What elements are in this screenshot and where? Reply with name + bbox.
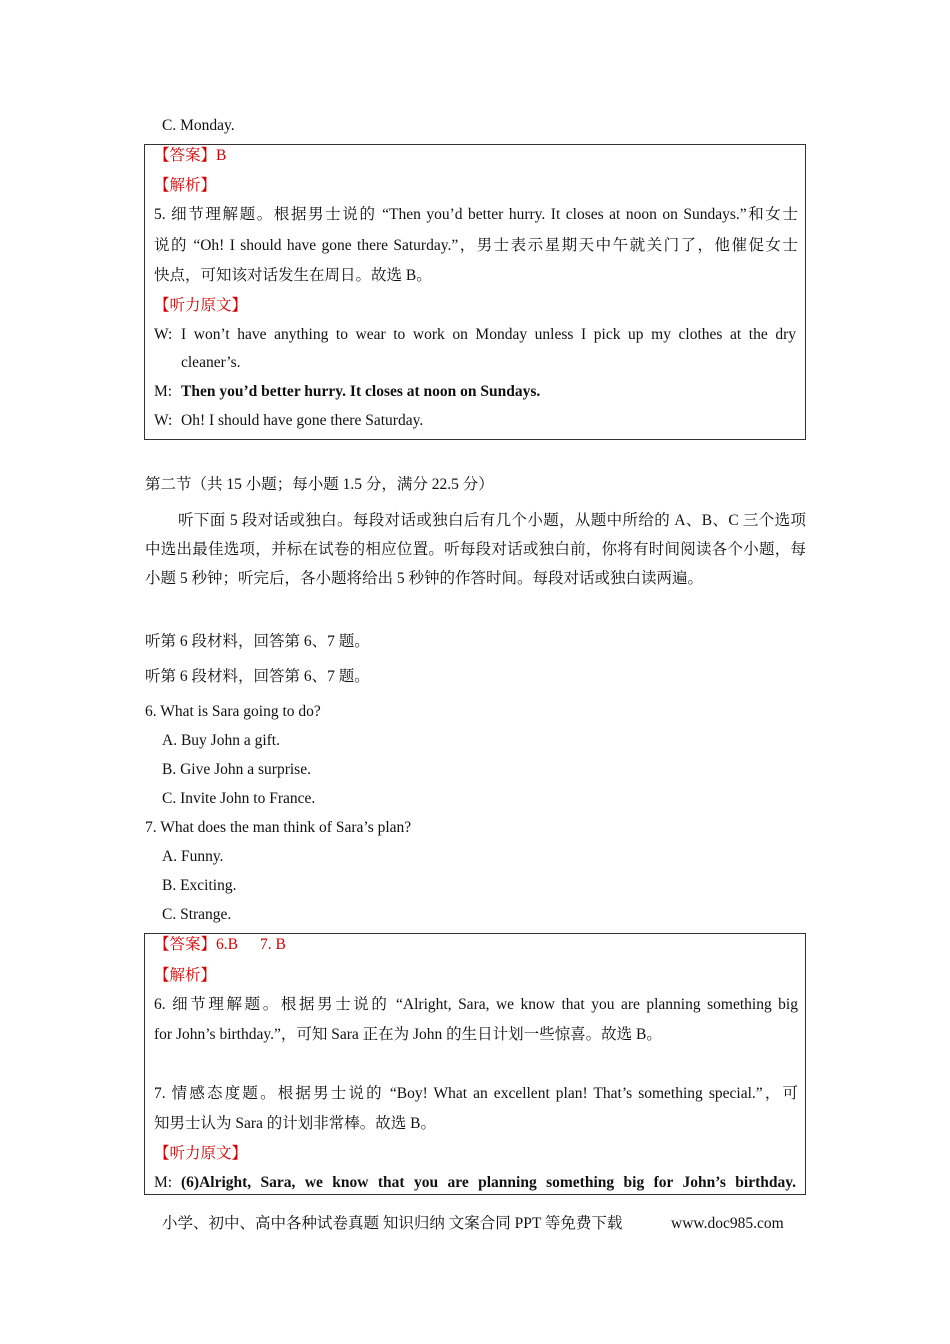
analysis-6-line-2: for John’s birthday.”，可知 Sara 正在为 John 的生日计划一些惊喜。故选 B。: [154, 1026, 662, 1043]
transcript-line-2: [154, 381, 540, 403]
section-title: 第二节（共 15 小题；每小题 1.5 分，满分 22.5 分）: [145, 476, 494, 493]
section-instructions: 听下面 5 段对话或独白。每段对话或独白后有几个小题，从题中所给的 A、B、C 三个选项中选出最佳选项，并标在试卷的相应位置。听每段对话或独白前，你将有时间阅读各个小题，每小题 5 秒钟；听完后，各小题将给出 5 秒钟的作答时间。每段对话或独白读两遍。: [145, 512, 806, 587]
speaker-label: W:: [154, 326, 173, 343]
q6-option-c: C. Invite John to France.: [162, 790, 316, 807]
material-intro-1: 听第 6 段材料，回答第 6、7 题。: [145, 633, 370, 650]
analysis-text-line-2: 说的 “Oh! I should have gone there Saturday.”，男士表示星期天中午就关门了，他催促女士: [154, 237, 798, 254]
q6-option-a: A. Buy John a gift.: [162, 732, 280, 749]
analysis-6-line-1: 6. 细节理解题。根据男士说的 “Alright, Sara, we know that you are planning something big: [154, 996, 798, 1013]
answer-label: 【答案】: [154, 147, 217, 164]
analysis-text-line-1: 5. 细节理解题。根据男士说的 “Then you’d better hurry. It closes at noon on Sundays.”和女士: [154, 206, 798, 223]
transcript-text-key: Then you’d better hurry. It closes at noon on Sundays.: [181, 383, 541, 400]
transcript-label: 【听力原文】: [154, 297, 248, 314]
answer-box-q6-q7: [144, 933, 806, 1195]
transcript-line-3: [154, 410, 423, 432]
analysis-7-line-2: 知男士认为 Sara 的计划非常棒。故选 B。: [154, 1115, 437, 1132]
footer-url[interactable]: www.doc985.com: [671, 1215, 784, 1232]
analysis-7-line-1: 7. 情感态度题。根据男士说的 “Boy! What an excellent plan! That’s something special.”，可: [154, 1085, 798, 1102]
analysis-text-line-3: 快点，可知该对话发生在周日。故选 B。: [154, 267, 432, 284]
transcript-line-1: [154, 1172, 798, 1194]
q5-option-c: C. Monday.: [162, 117, 235, 134]
answer-box-q5: [144, 144, 806, 440]
q7-option-a: A. Funny.: [162, 848, 224, 865]
transcript-label: 【听力原文】: [154, 1145, 248, 1162]
material-intro-2: 听第 6 段材料，回答第 6、7 题。: [145, 668, 370, 685]
transcript-text-key: (6)Alright, Sara, we know that you are planning something big for John’s birthday.: [181, 1174, 796, 1191]
q7-option-b: B. Exciting.: [162, 877, 237, 894]
speaker-label: M:: [154, 383, 173, 400]
question-6: 6. What is Sara going to do?: [145, 703, 321, 720]
transcript-text: Oh! I should have gone there Saturday.: [181, 412, 424, 429]
answer-6: 6.B: [216, 936, 238, 953]
analysis-label: 【解析】: [154, 967, 217, 984]
analysis-label: 【解析】: [154, 177, 217, 194]
q6-option-b: B. Give John a surprise.: [162, 761, 311, 778]
speaker-label: M:: [154, 1174, 173, 1191]
question-7: 7. What does the man think of Sara’s plan?: [145, 819, 412, 836]
answer-7: 7. B: [259, 936, 286, 953]
transcript-line-1: [154, 324, 798, 346]
answer-value: B: [216, 147, 227, 164]
q7-option-c: C. Strange.: [162, 906, 232, 923]
transcript-line-1-cont: cleaner’s.: [181, 354, 241, 371]
footer-text: 小学、初中、高中各种试卷真题 知识归纳 文案合同 PPT 等免费下载: [162, 1215, 623, 1232]
answer-line: [154, 145, 226, 167]
answer-label: 【答案】: [154, 936, 217, 953]
speaker-label: W:: [154, 412, 173, 429]
transcript-text: I won’t have anything to wear to work on Monday unless I pick up my clothes at the dry: [181, 326, 796, 343]
answer-line: [154, 934, 286, 956]
